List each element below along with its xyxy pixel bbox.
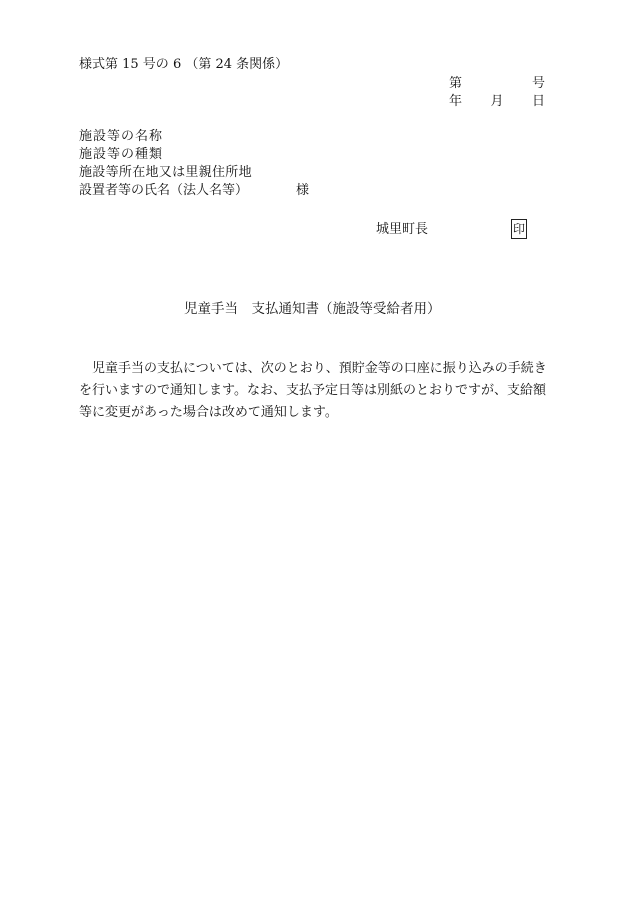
number-suffix: 号 [531,76,545,91]
form-number: 様式第 15 号の 6 （第 24 条関係） [79,57,289,72]
date-row [449,93,545,111]
document-number-row [449,75,545,93]
date-month: 月 [490,94,504,109]
date-day: 日 [531,94,545,109]
founder-name-label: 設置者等の氏名（法人名等） [79,183,249,198]
date-year: 年 [449,94,463,109]
seal-mark: 印 [511,219,527,239]
facility-name-label: 施設等の名称 [79,129,164,144]
body-paragraph: 児童手当の支払については、次のとおり、預貯金等の口座に振り込みの手続きを行いますので通知します。なお、支払予定日等は別紙のとおりですが、支給額等に変更があった場合は改めて通知します。 [79,361,547,420]
document-title: 児童手当 支払通知書（施設等受給者用） [184,301,441,317]
issuer-name: 城里町長 [376,222,429,237]
facility-type-label: 施設等の種類 [79,147,164,162]
facility-address-label: 施設等所在地又は里親住所地 [79,165,252,180]
number-prefix: 第 [449,76,463,91]
honorific: 様 [296,183,310,198]
